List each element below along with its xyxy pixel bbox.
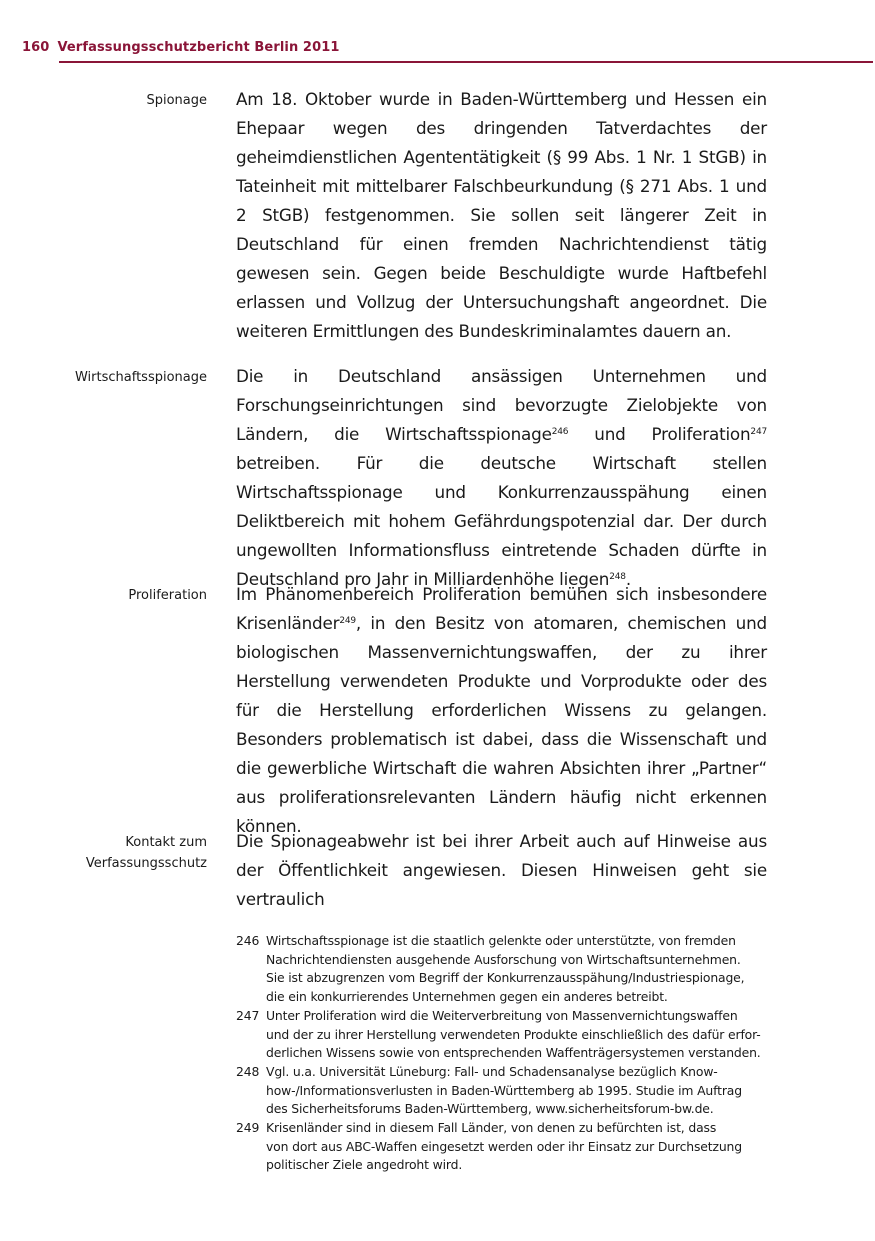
footnote-line: Sie ist abzugrenzen vom Begriff der Konkurrenzausspähung/Industriespionage,	[266, 970, 745, 986]
footnote-line: politischer Ziele angedroht wird.	[266, 1157, 463, 1173]
paragraph-wirtschaftsspionage	[236, 362, 767, 594]
footnote-line: derlichen Wissens sowie von entsprechenden Waffenträgersystemen verstanden.	[266, 1045, 761, 1061]
footnote-249	[236, 1119, 776, 1175]
paragraph-kontakt: Die Spionageabwehr ist bei ihrer Arbeit auch auf Hinweise aus der Öffentlichkeit angewiesen. Diesen Hinweisen geht sie vertraulich	[236, 831, 767, 909]
footnote-246	[236, 932, 776, 1007]
text-run: Die in Deutschland ansässigen Unternehmen und Forschungseinrichtungen sind bevorzugte Zielobjekte von Ländern, die Wirtschaftsspionage	[236, 366, 767, 444]
footnote-line: Nachrichtendiensten ausgehende Ausforschung von Wirtschaftsunternehmen.	[266, 951, 741, 967]
text-run: und Proliferation	[568, 424, 751, 444]
margin-label-line: Verfassungsschutz	[85, 856, 207, 871]
margin-label-line: Spionage	[146, 93, 207, 108]
footnote-line: und der zu ihrer Herstellung verwendeten Produkte einschließlich des dafür erfor-	[266, 1026, 761, 1042]
text-run: , in den Besitz von atomaren, chemischen und biologischen Massenvernichtungswaffen, der zu ihrer Herstellung verwendeten Produkte und Vorprodukte oder des für die Herstellung erforderlichen Wissens zu gelangen. Besonders problematisch ist dabei, dass die Wissenschaft und die gewerbliche Wirtschaft die wahren Absichten ihrer „Partner“ aus proliferationsrelevanten Ländern häufig nicht erkennen können.	[236, 613, 767, 836]
footnote-ref-249[interactable]: 249	[339, 616, 356, 626]
text-run: .	[625, 569, 631, 589]
margin-label-line: Wirtschaftsspionage	[74, 370, 207, 385]
footnote-line: von dort aus ABC-Waffen eingesetzt werden oder ihr Einsatz zur Durchsetzung	[266, 1138, 742, 1154]
footnote-line: Unter Proliferation wird die Weiterverbreitung von Massenvernichtungswaffen	[266, 1007, 738, 1023]
footnote-line: Vgl. u.a. Universität Lüneburg: Fall- und Schadensanalyse bezüglich Know-	[266, 1063, 718, 1079]
footnote-ref-248[interactable]: 248	[609, 572, 626, 582]
footnote-ref-246[interactable]: 246	[551, 427, 569, 437]
footnote-number: 246	[236, 933, 260, 948]
footnote-line: die ein konkurrierendes Unternehmen gegen ein anderes betreibt.	[266, 989, 668, 1005]
margin-label-wirtschaftsspionage	[27, 367, 207, 388]
page-number: 160	[22, 40, 50, 55]
margin-label-proliferation	[27, 585, 207, 606]
footnote-number: 247	[236, 1007, 260, 1023]
running-header	[22, 40, 340, 55]
text-run: betreiben. Für die deutsche Wirtschaft stellen Wirtschaftsspionage und Konkurrenzausspähung einen Deliktbereich mit hohem Gefährdungspotenzial dar. Der durch ungewollten Informationsfluss eintretende Schaden dürfte in Deutschland pro Jahr in Milliardenhöhe liegen	[236, 453, 767, 589]
footnote-line: des Sicherheitsforums Baden-Württemberg, www.sicherheitsforum-bw.de.	[266, 1101, 714, 1117]
margin-label-line: Kontakt zum	[125, 835, 207, 850]
footnote-number: 249	[236, 1120, 260, 1136]
margin-label-kontakt	[27, 832, 207, 874]
footnote-ref-247[interactable]: 247	[750, 427, 768, 437]
document-title: Verfassungsschutzbericht Berlin 2011	[57, 40, 340, 55]
footnote-line: Krisenländer sind in diesem Fall Länder, von denen zu befürchten ist, dass	[266, 1120, 717, 1136]
paragraph-spionage: Am 18. Oktober wurde in Baden-Württemberg und Hessen ein Ehepaar wegen des dringenden Tatverdachtes der geheimdienstlichen Agententätigkeit (§ 99 Abs. 1 Nr. 1 StGB) in Tateinheit mit mittelbarer Falschbeurkundung (§ 271 Abs. 1 und 2 StGB) festgenommen. Sie sollen seit längerer Zeit in Deutschland für einen fremden Nachrichtendienst tätig gewesen sein. Gegen beide Beschuldigte wurde Haftbefehl erlassen und Vollzug der Untersuchungshaft angeordnet. Die weiteren Ermittlungen des Bundeskriminalamtes dauern an.	[236, 89, 767, 341]
margin-label-spionage	[27, 90, 207, 111]
footnote-line: Wirtschaftsspionage ist die staatlich gelenkte oder unterstützte, von fremden	[266, 933, 736, 948]
footnote-247	[236, 1007, 776, 1063]
footnote-number: 248	[236, 1063, 260, 1079]
footnote-line: how-/Informationsverlusten in Baden-Württemberg ab 1995. Studie im Auftrag	[266, 1082, 742, 1098]
margin-label-line: Proliferation	[128, 588, 207, 603]
footnotes	[236, 932, 776, 1175]
text-run: Im Phänomenbereich Proliferation bemühen sich insbesondere Krisenländer	[236, 584, 767, 633]
footnote-248	[236, 1063, 776, 1119]
paragraph-proliferation	[236, 580, 767, 841]
header-rule	[59, 61, 873, 63]
